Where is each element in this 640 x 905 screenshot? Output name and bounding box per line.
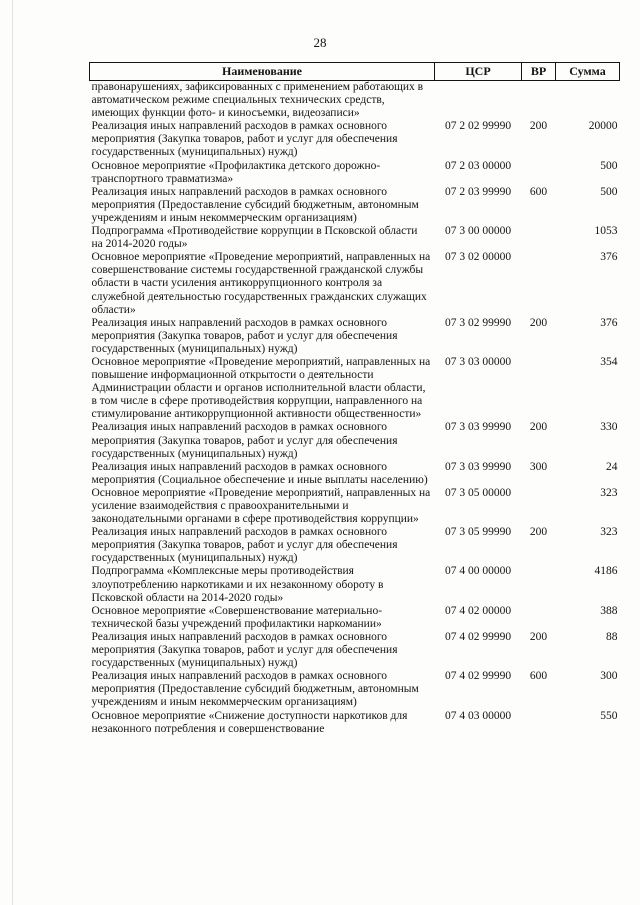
row-sum-cell: 88 — [606, 630, 618, 643]
row-csr-cell: 07 3 03 99990 — [444, 460, 512, 473]
table-row — [90, 251, 620, 316]
table-row — [90, 317, 620, 356]
row-csr-cell: 07 3 03 00000 — [444, 355, 512, 368]
row-name-cell: Основное мероприятие «Совершенствование материально-технической базы учреждений профилактики наркомании» — [91, 604, 383, 630]
table-body — [90, 81, 620, 736]
scan-edge-line — [12, 0, 13, 905]
row-sum-cell — [556, 81, 620, 121]
row-csr-cell: 07 2 03 00000 — [444, 159, 512, 172]
header-vr: ВР — [522, 63, 556, 81]
row-csr-cell: 07 4 03 00000 — [444, 709, 512, 722]
table-row — [90, 565, 620, 604]
table-header-row — [90, 63, 620, 81]
row-name-cell: Реализация иных направлений расходов в рамках основного мероприятия (Закупка товаров, работ и услуг для обеспечения государственных (муниципальных) нужд) — [91, 316, 398, 355]
table-row — [90, 356, 620, 421]
row-vr-cell — [522, 487, 556, 526]
row-name-cell: Основное мероприятие «Проведение мероприятий, направленных на усиление взаимодействия с правоохранительными и законодательными органами в сфере противодействия коррупции» — [91, 486, 431, 526]
row-name-cell: Основное мероприятие «Проведение мероприятий, направленных на совершенствование системы государственной гражданской службы области в части усиления антикоррупционного контроля за служебной деятельностью государственных гражданских служащих области» — [91, 251, 431, 316]
header-sum: Сумма — [556, 63, 620, 81]
row-name-cell: Основное мероприятие «Снижение доступности наркотиков для незаконного потребления и совершенствование — [91, 709, 408, 735]
row-vr-cell: 200 — [529, 421, 548, 434]
row-vr-cell — [522, 710, 556, 736]
row-csr-cell: 07 3 02 00000 — [444, 251, 512, 264]
header-name: Наименование — [90, 63, 435, 81]
row-sum-cell: 20000 — [588, 120, 618, 133]
row-name-cell: Реализация иных направлений расходов в рамках основного мероприятия (Закупка товаров, работ и услуг для обеспечения государственных (муниципальных) нужд) — [91, 120, 398, 159]
header-csr: ЦСР — [435, 63, 522, 81]
budget-table — [89, 62, 620, 736]
row-sum-cell: 500 — [600, 159, 618, 172]
table-row — [90, 225, 620, 251]
table-row — [90, 605, 620, 631]
row-name-cell: правонарушениях, зафиксированных с применением работающих в автоматическом режиме специальных технических средств, имеющих функции фото- и киносъемки, видеозаписи» — [91, 81, 424, 120]
table-row — [90, 631, 620, 670]
row-vr-cell: 200 — [529, 316, 548, 329]
row-name-cell: Реализация иных направлений расходов в рамках основного мероприятия (Предоставление субсидий бюджетным, автономным учреждениям и иным некоммерческим организациям) — [91, 670, 419, 709]
table-row — [90, 186, 620, 225]
row-sum-cell: 500 — [600, 185, 618, 198]
row-sum-cell: 300 — [600, 670, 618, 683]
table-row — [90, 120, 620, 159]
table-row — [90, 81, 620, 121]
row-sum-cell: 550 — [600, 709, 618, 722]
table-row — [90, 160, 620, 186]
row-sum-cell: 354 — [600, 355, 618, 368]
row-csr-cell: 07 3 03 99990 — [444, 421, 512, 434]
row-sum-cell: 376 — [600, 316, 618, 329]
row-vr-cell — [522, 160, 556, 186]
row-csr-cell: 07 4 00 00000 — [444, 565, 512, 578]
row-name-cell: Подпрограмма «Комплексные меры противодействия злоупотреблению наркотиками и их незаконному обороту в Псковской области на 2014-2020 годы» — [91, 565, 384, 604]
row-vr-cell — [522, 356, 556, 421]
table-row — [90, 710, 620, 736]
table-row — [90, 526, 620, 565]
row-sum-cell: 1053 — [594, 225, 618, 238]
row-vr-cell: 300 — [529, 460, 548, 473]
row-csr-cell: 07 3 05 00000 — [444, 486, 512, 499]
row-name-cell: Основное мероприятие «Проведение мероприятий, направленных на повышение информационной открытости о деятельности Администрации области и органов исполнительной власти области, в том числе в сфере противодействия коррупции, направленного на стимулирование антикоррупционной активности общественности» — [91, 355, 431, 421]
row-sum-cell: 330 — [600, 421, 618, 434]
row-vr-cell: 200 — [529, 120, 548, 133]
row-name-cell: Основное мероприятие «Профилактика детского дорожно-транспортного травматизма» — [91, 159, 381, 185]
row-sum-cell: 376 — [600, 251, 618, 264]
row-vr-cell — [522, 605, 556, 631]
row-csr-cell: 07 3 00 00000 — [444, 225, 512, 238]
row-name-cell: Подпрограмма «Противодействие коррупции в Псковской области на 2014-2020 годы» — [91, 225, 418, 251]
row-sum-cell: 323 — [600, 526, 618, 539]
row-csr-cell: 07 2 03 99990 — [444, 185, 512, 198]
table-row — [90, 670, 620, 709]
table-row — [90, 461, 620, 487]
row-vr-cell: 200 — [529, 526, 548, 539]
row-vr-cell — [522, 565, 556, 604]
row-csr-cell: 07 3 02 99990 — [444, 316, 512, 329]
row-sum-cell: 4186 — [594, 565, 618, 578]
budget-table-container — [89, 62, 619, 736]
row-vr-cell: 600 — [529, 185, 548, 198]
row-vr-cell: 200 — [529, 630, 548, 643]
row-name-cell: Реализация иных направлений расходов в рамках основного мероприятия (Предоставление субсидий бюджетным, автономным учреждениям и иным некоммерческим организациям) — [91, 185, 419, 224]
table-row — [90, 487, 620, 526]
row-csr-cell: 07 4 02 00000 — [444, 604, 512, 617]
row-vr-cell — [522, 81, 556, 121]
row-csr-cell — [435, 81, 522, 121]
row-csr-cell: 07 4 02 99990 — [444, 630, 512, 643]
row-vr-cell: 600 — [529, 670, 548, 683]
row-csr-cell: 07 3 05 99990 — [444, 526, 512, 539]
row-sum-cell: 388 — [600, 604, 618, 617]
row-name-cell: Реализация иных направлений расходов в рамках основного мероприятия (Закупка товаров, работ и услуг для обеспечения государственных (муниципальных) нужд) — [91, 421, 398, 460]
row-sum-cell: 24 — [606, 460, 618, 473]
row-name-cell: Реализация иных направлений расходов в рамках основного мероприятия (Закупка товаров, работ и услуг для обеспечения государственных (муниципальных) нужд) — [91, 630, 398, 670]
row-csr-cell: 07 4 02 99990 — [444, 670, 512, 683]
row-csr-cell: 07 2 02 99990 — [444, 120, 512, 133]
row-sum-cell: 323 — [600, 486, 618, 499]
row-name-cell: Реализация иных направлений расходов в рамках основного мероприятия (Закупка товаров, работ и услуг для обеспечения государственных (муниципальных) нужд) — [91, 526, 398, 565]
row-vr-cell — [522, 251, 556, 316]
row-vr-cell — [522, 225, 556, 251]
row-name-cell: Реализация иных направлений расходов в рамках основного мероприятия (Социальное обеспечение и иные выплаты населению) — [91, 460, 428, 486]
table-row — [90, 421, 620, 460]
page-number: 28 — [313, 35, 327, 50]
